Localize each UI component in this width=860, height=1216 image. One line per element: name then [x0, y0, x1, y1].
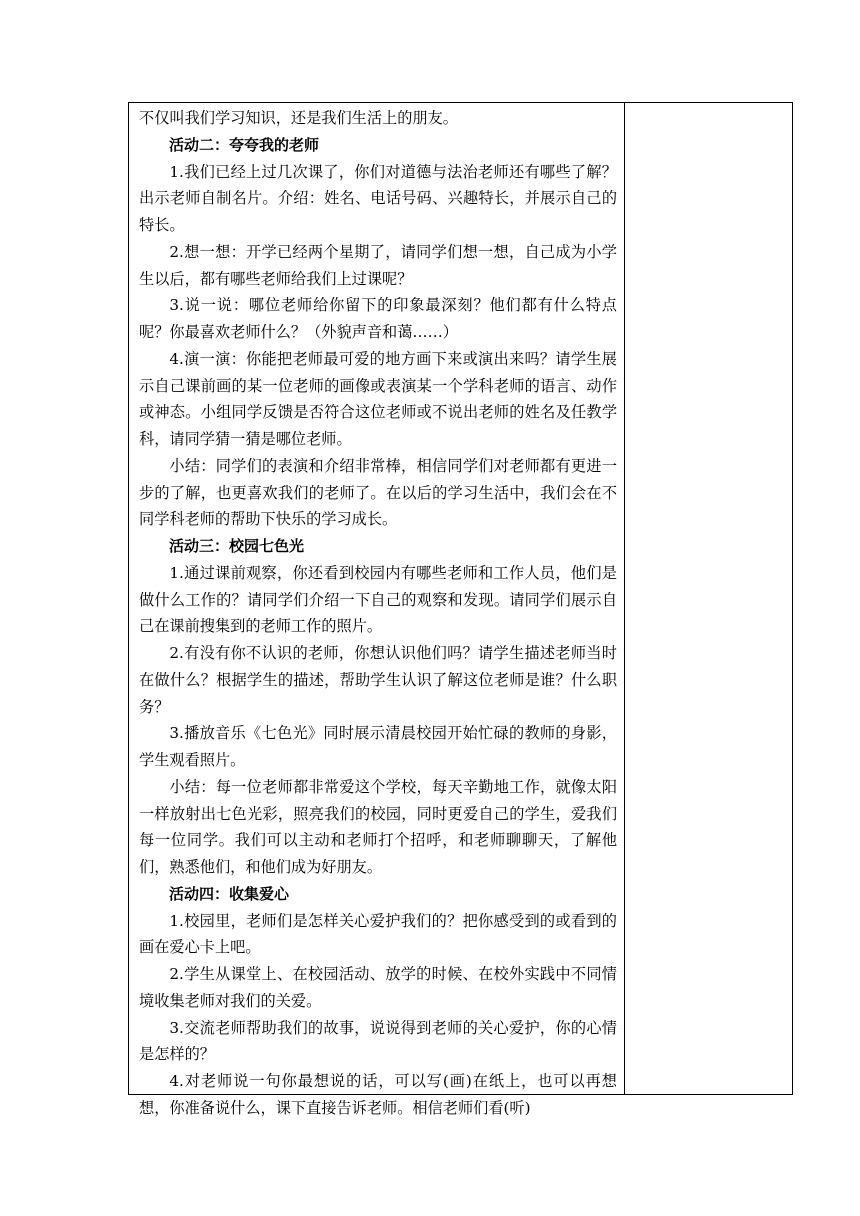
notes-cell — [625, 103, 792, 1094]
paragraph: 2.想一想：开学已经两个星期了，请同学们想一想，自己成为小学生以后，都有哪些老师给我们上过课呢？ — [139, 242, 617, 288]
paragraph: 2.有没有你不认识的老师，你想认识他们吗？请学生描述老师当时在做什么？根据学生的描述，帮助学生认识了解这位老师是谁？什么职务？ — [139, 644, 617, 716]
paragraph: 不仅叫我们学习知识，还是我们生活上的朋友。 — [139, 109, 458, 127]
summary-paragraph: 小结：同学们的表演和介绍非常棒，相信同学们对老师都有更进一步的了解，也更喜欢我们的老师了。在以后的学习生活中，我们会在不同学科老师的帮助下快乐的学习成长。 — [139, 456, 617, 529]
paragraph: 4.演一演：你能把老师最可爱的地方画下来或演出来吗？请学生展示自己课前画的某一位老师的画像或表演某一个学科老师的语言、动作或神态。小组同学反馈是否符合这位老师或不说出老师的姓名及任教学科，请同学猜一猜是哪位老师。 — [139, 349, 617, 448]
paragraph: 3.交流老师帮助我们的故事，说说得到老师的关心爱护，你的心情是怎样的？ — [139, 1018, 617, 1064]
paragraph: 1.我们已经上过几次课了，你们对道德与法治老师还有哪些了解？出示老师自制名片。介绍：姓名、电话号码、兴趣特长，并展示自己的特长。 — [139, 162, 617, 234]
paragraph: 3.播放音乐《七色光》同时展示清晨校园开始忙碌的教师的身影，学生观看照片。 — [139, 724, 617, 769]
paragraph: 2.学生从课堂上、在校园活动、放学的时候、在校外实践中不同情境收集老师对我们的关爱。 — [139, 965, 617, 1010]
section-heading: 活动二：夸夸我的老师 — [169, 135, 320, 154]
lesson-table — [128, 102, 793, 1117]
summary-paragraph: 小结：每一位老师都非常爱这个学校，每天辛勤地工作，就像太阳一样放射出七色光彩，照亮我们的校园，同时更爱自己的学生，爱我们每一位同学。我们可以主动和老师打个招呼，和老师聊聊天，了解他们，熟悉他们，和他们成为好朋友。 — [139, 777, 617, 876]
section-heading: 活动四：收集爱心 — [169, 884, 290, 903]
lesson-content-cell — [139, 105, 617, 1122]
section-heading: 活动三：校园七色光 — [169, 537, 305, 555]
paragraph: 4.对老师说一句你最想说的话，可以写(画)在纸上，也可以再想想，你准备说什么，课下直接告诉老师。相信老师们看(听) — [139, 1072, 617, 1117]
paragraph: 1.通过课前观察，你还看到校园内有哪些老师和工作人员，他们是做什么工作的？请同学们介绍一下自己的观察和发现。请同学们展示自己在课前搜集到的老师工作的照片。 — [139, 563, 617, 636]
paragraph: 1.校园里，老师们是怎样关心爱护我们的？把你感受到的或看到的画在爱心卡上吧。 — [139, 911, 617, 957]
paragraph: 3.说一说：哪位老师给你留下的印象最深刻？他们都有什么特点呢？你最喜欢老师什么？（外貌声音和蔼……） — [139, 296, 617, 341]
